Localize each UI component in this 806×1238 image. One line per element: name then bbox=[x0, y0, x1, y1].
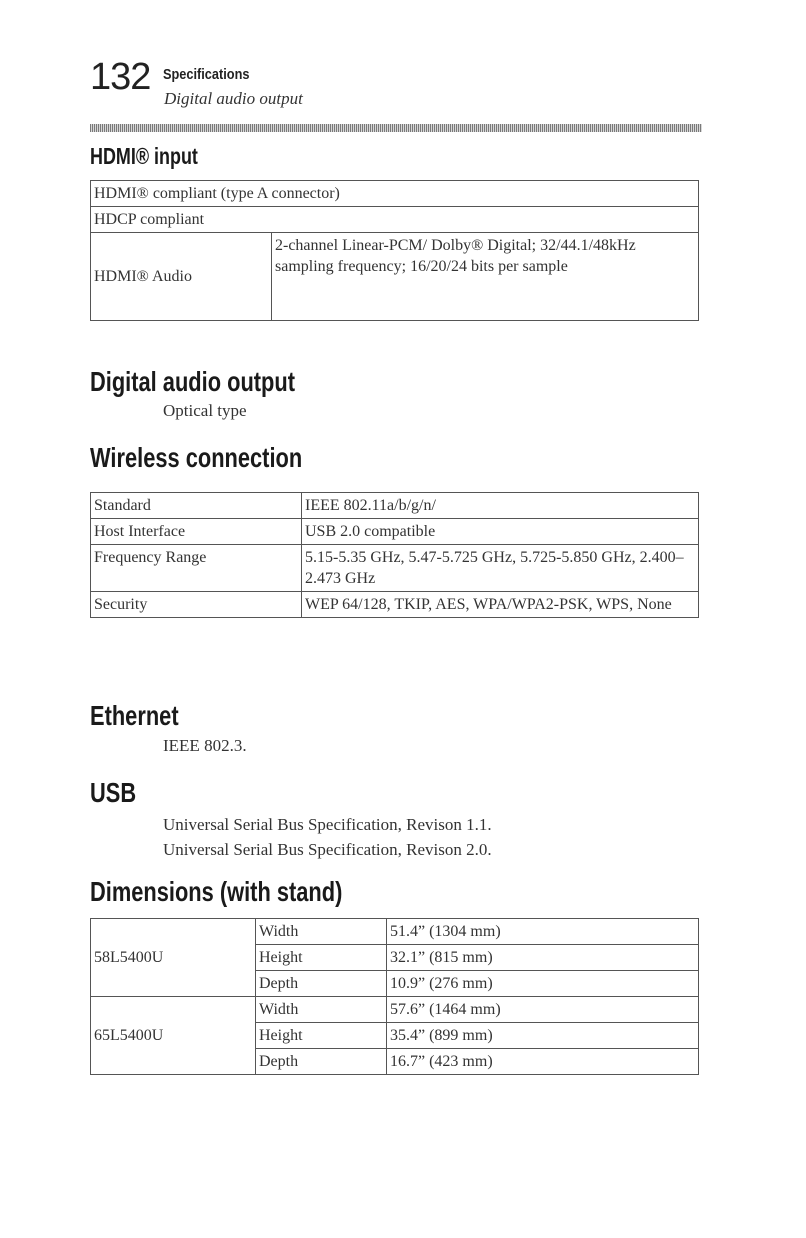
dimension-label-cell: Depth bbox=[256, 1049, 387, 1075]
running-header-section: Specifications bbox=[163, 66, 250, 83]
table-row bbox=[91, 493, 699, 519]
wireless-label-cell: Standard bbox=[91, 493, 302, 519]
table-row bbox=[91, 997, 699, 1023]
digital-audio-heading: Digital audio output bbox=[90, 366, 296, 397]
hdmi-spec-table bbox=[90, 180, 699, 321]
dimension-value-cell: 35.4” (899 mm) bbox=[387, 1023, 699, 1049]
wireless-spec-table bbox=[90, 492, 699, 618]
model-name-cell: 58L5400U bbox=[91, 919, 256, 997]
usb-line-1: Universal Serial Bus Specification, Revison 1.1. bbox=[163, 815, 492, 834]
dimension-label-cell: Height bbox=[256, 1023, 387, 1049]
digital-audio-text: Optical type bbox=[163, 401, 247, 420]
wireless-label-cell: Frequency Range bbox=[91, 545, 302, 592]
ethernet-text: IEEE 802.3. bbox=[163, 736, 247, 755]
dimension-value-cell: 16.7” (423 mm) bbox=[387, 1049, 699, 1075]
wireless-value-cell: IEEE 802.11a/b/g/n/ bbox=[302, 493, 699, 519]
table-row bbox=[91, 545, 699, 592]
table-row bbox=[91, 233, 699, 321]
running-header-subsection: Digital audio output bbox=[164, 89, 303, 108]
hdmi-input-heading: HDMI® input bbox=[90, 143, 198, 169]
wireless-label-cell: Host Interface bbox=[91, 519, 302, 545]
ethernet-heading: Ethernet bbox=[90, 700, 179, 731]
table-row bbox=[91, 919, 699, 945]
wireless-value-cell: WEP 64/128, TKIP, AES, WPA/WPA2-PSK, WPS, None bbox=[302, 592, 699, 618]
dimension-value-cell: 51.4” (1304 mm) bbox=[387, 919, 699, 945]
usb-heading: USB bbox=[90, 777, 137, 808]
table-row bbox=[91, 592, 699, 618]
hdmi-compliant-cell: HDMI® compliant (type A connector) bbox=[91, 181, 699, 207]
dimensions-table bbox=[90, 918, 699, 1075]
dimension-value-cell: 57.6” (1464 mm) bbox=[387, 997, 699, 1023]
dimension-label-cell: Depth bbox=[256, 971, 387, 997]
hdmi-audio-value: 2-channel Linear-PCM/ Dolby® Digital; 32/44.1/48kHz sampling frequency; 16/20/24 bits per sample bbox=[272, 233, 699, 321]
dimension-value-cell: 32.1” (815 mm) bbox=[387, 945, 699, 971]
hdmi-audio-label: HDMI® Audio bbox=[91, 233, 272, 321]
wireless-value-cell: USB 2.0 compatible bbox=[302, 519, 699, 545]
dimension-value-cell: 10.9” (276 mm) bbox=[387, 971, 699, 997]
dimensions-heading: Dimensions (with stand) bbox=[90, 876, 343, 907]
wireless-heading: Wireless connection bbox=[90, 442, 303, 473]
dimension-label-cell: Width bbox=[256, 919, 387, 945]
page-number: 132 bbox=[90, 56, 151, 98]
dimension-label-cell: Width bbox=[256, 997, 387, 1023]
dimension-label-cell: Height bbox=[256, 945, 387, 971]
table-row bbox=[91, 519, 699, 545]
hdcp-compliant-cell: HDCP compliant bbox=[91, 207, 699, 233]
usb-line-2: Universal Serial Bus Specification, Revison 2.0. bbox=[163, 840, 492, 859]
wireless-label-cell: Security bbox=[91, 592, 302, 618]
model-name-cell: 65L5400U bbox=[91, 997, 256, 1075]
table-row bbox=[91, 181, 699, 207]
wireless-value-cell: 5.15-5.35 GHz, 5.47-5.725 GHz, 5.725-5.850 GHz, 2.400–2.473 GHz bbox=[302, 545, 699, 592]
header-divider bbox=[90, 124, 702, 132]
table-row bbox=[91, 207, 699, 233]
